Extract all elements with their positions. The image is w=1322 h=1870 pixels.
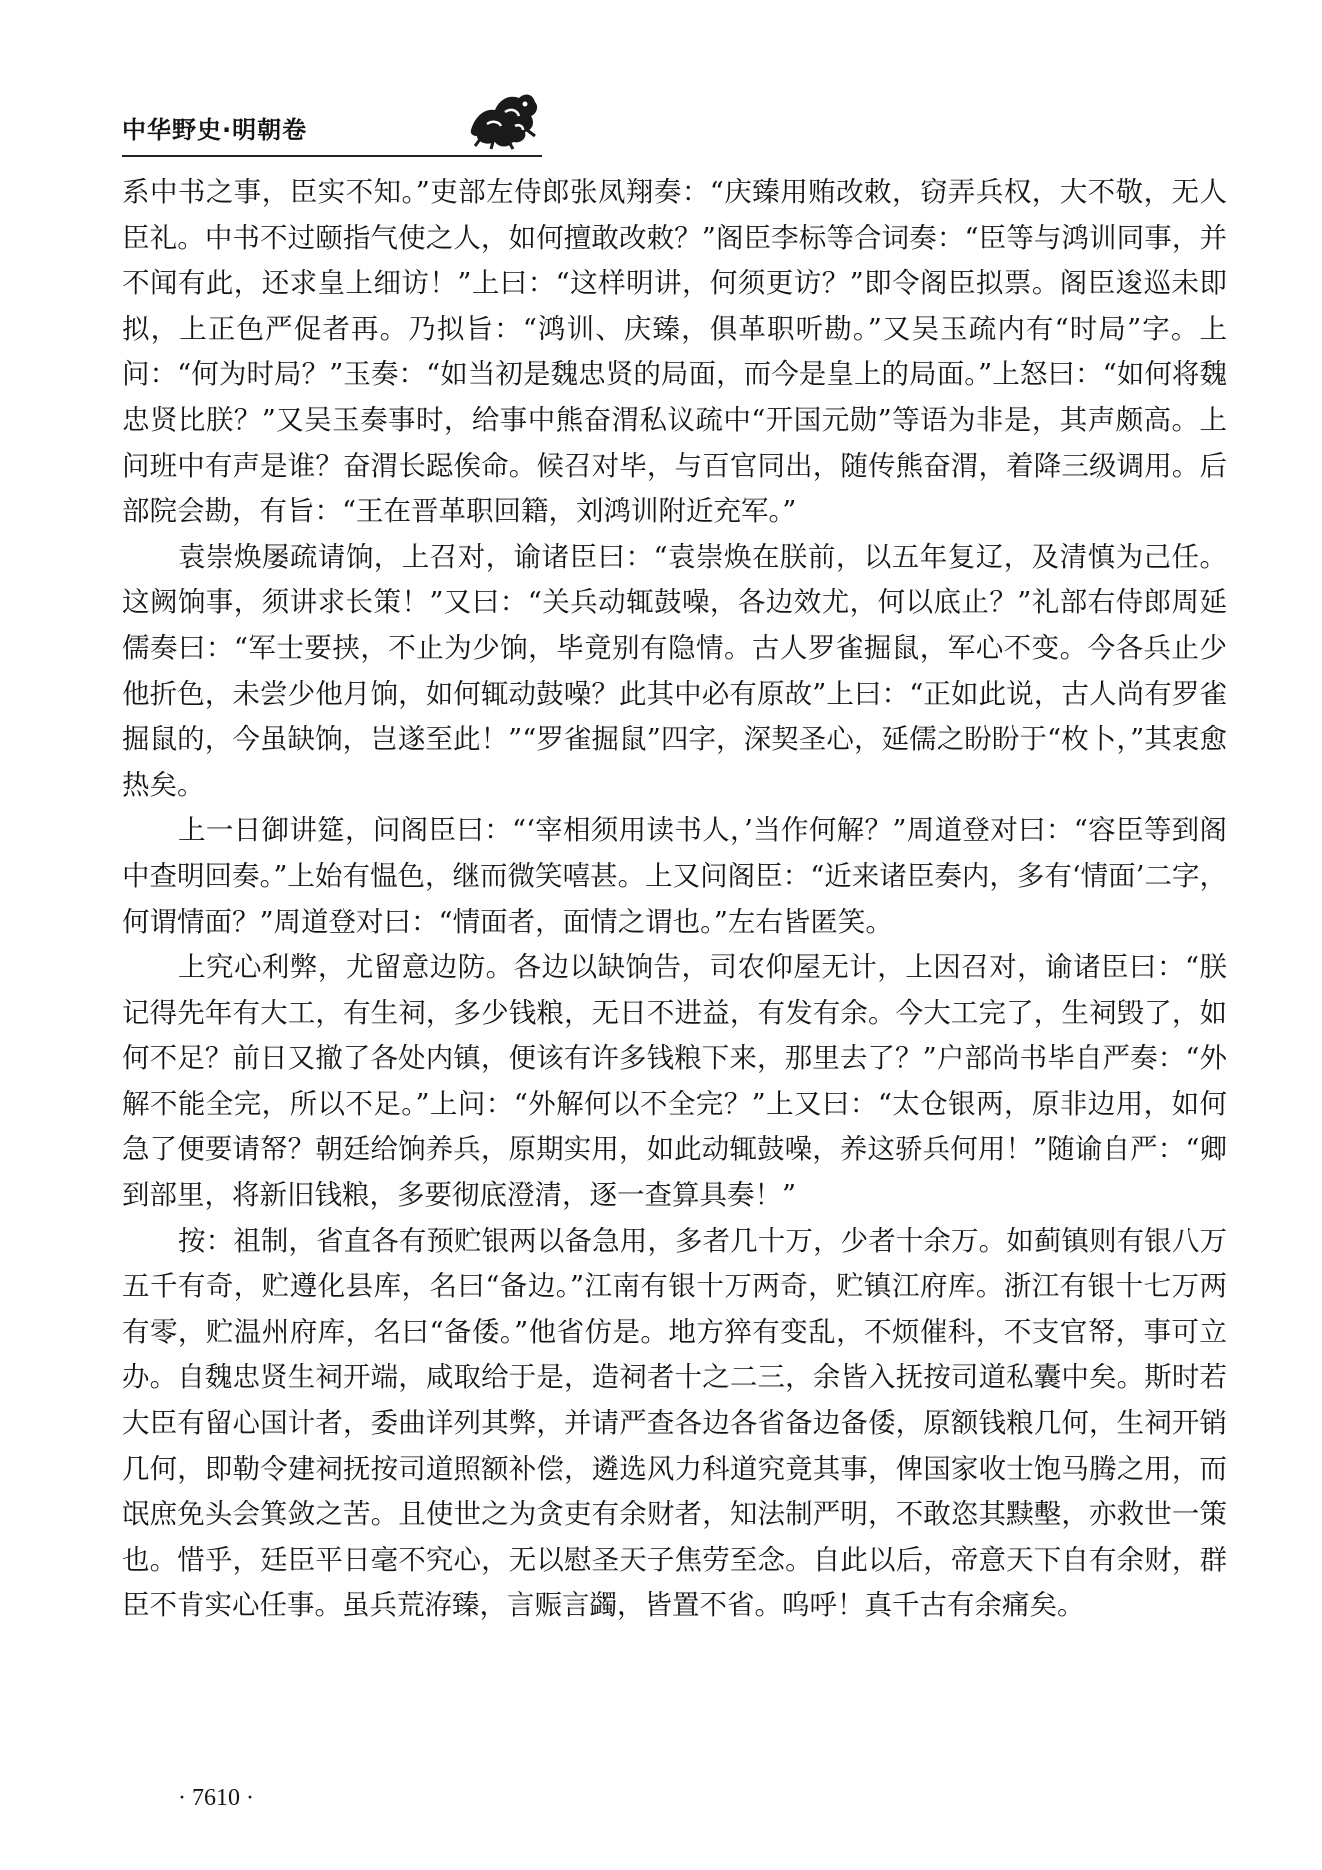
paragraph-1: 系中书之事，臣实不知。”吏部左侍郎张凤翔奏：“庆臻用贿改敕，窃弄兵权，大不敬，无人臣礼。中书不过颐指气使之人，如何擅敢改敕？”阁臣李标等合词奏：“臣等与鸿训同事，并不闻有此，还求皇上细访！”上曰：“这样明讲，何须更访？”即令阁臣拟票。阁臣逡巡未即拟，上正色严促者再。乃拟旨：“鸿训、庆臻，俱革职听勘。”又吴玉疏内有“时局”字。上问：“何为时局？”玉奏：“如当初是魏忠贤的局面，而今是皇上的局面。”上怒曰：“如何将魏忠贤比朕？”又吴玉奏事时，给事中熊奋渭私议疏中“开国元勋”等语为非是，其声颇高。上问班中有声是谁？奋渭长跽俟命。候召对毕，与百官同出，随传熊奋渭，着降三级调用。后部院会勘，有旨：“王在晋革职回籍，刘鸿训附近充军。” — [122, 176, 1227, 528]
paragraph-2: 袁崇焕屡疏请饷，上召对，谕诸臣曰：“袁崇焕在朕前，以五年复辽，及清慎为己任。这阙饷事，须讲求长策！”又曰：“关兵动辄鼓噪，各边效尤，何以底止？”礼部右侍郎周延儒奏曰：“军士要挟，不止为少饷，毕竟别有隐情。古人罗雀掘鼠，军心不变。今各兵止少他折色，未尝少他月饷，如何辄动鼓噪？此其中必有原故”上曰：“正如此说，古人尚有罗雀掘鼠的，今虽缺饷，岂遂至此！”“罗雀掘鼠”四字，深契圣心，延儒之盼盼于“枚卜，”其衷愈热矣。 — [122, 540, 1227, 801]
book-title: 中华野史·明朝卷 — [122, 116, 308, 144]
paragraph-4: 上究心利弊，尤留意边防。各边以缺饷告，司农仰屋无计，上因召对，谕诸臣曰：“朕记得先年有大工，有生祠，多少钱粮，无日不进益，有发有余。今大工完了，生祠毁了，如何不足？前日又撤了各处内镇，便该有许多钱粮下来，那里去了？”户部尚书毕自严奏：“外解不能全完，所以不足。”上问：“外解何以不全完？”上又曰：“太仓银两，原非边用，如何急了便要请帑？朝廷给饷养兵，原期实用，如此动辄鼓噪，养这骄兵何用！”随谕自严：“卿到部里，将新旧钱粮，多要彻底澄清，逐一查算具奏！” — [122, 951, 1227, 1212]
paragraph-3: 上一日御讲筵，问阁臣曰：“‘宰相须用读书人，’当作何解？”周道登对曰：“容臣等到阁中查明回奏。”上始有愠色，继而微笑嘻甚。上又问阁臣：“近来诸臣奏内，多有‘情面’二字，何谓情面？”周道登对曰：“情面者，面情之谓也。”左右皆匿笑。 — [122, 814, 1227, 938]
paragraph-5: 按：祖制，省直各有预贮银两以备急用，多者几十万，少者十余万。如蓟镇则有银八万五千有奇，贮遵化县库，名曰“备边。”江南有银十万两奇，贮镇江府库。浙江有银十七万两有零，贮温州府库，名曰“备倭。”他省仿是。地方猝有变乱，不烦催科，不支官帑，事可立办。自魏忠贤生祠开端，咸取给于是，造祠者十之二三，余皆入抚按司道私囊中矣。斯时若大臣有留心国计者，委曲详列其弊，并请严查各边各省备边备倭，原额钱粮几何，生祠开销几何，即勒令建祠抚按司道照额补偿，遴选风力科道究竟其事，俾国家收士饱马腾之用，而氓庶免头会箕敛之苦。且使世之为贪吏有余财者，知法制严明，不敢恣其黩墼，亦救世一策也。惜乎，廷臣平日毫不究心，无以慰圣天子焦劳至念。自此以后，帝意天下自有余财，群臣不肯实心任事。虽兵荒洊臻，言赈言蠲，皆置不省。呜呼！真千古有余痛矣。 — [122, 1224, 1227, 1622]
page-number: · 7610 · — [178, 1785, 254, 1811]
body-text — [122, 170, 1227, 1629]
header-rule — [122, 155, 542, 157]
dragon-emblem-icon — [465, 86, 543, 150]
running-header — [122, 86, 542, 156]
